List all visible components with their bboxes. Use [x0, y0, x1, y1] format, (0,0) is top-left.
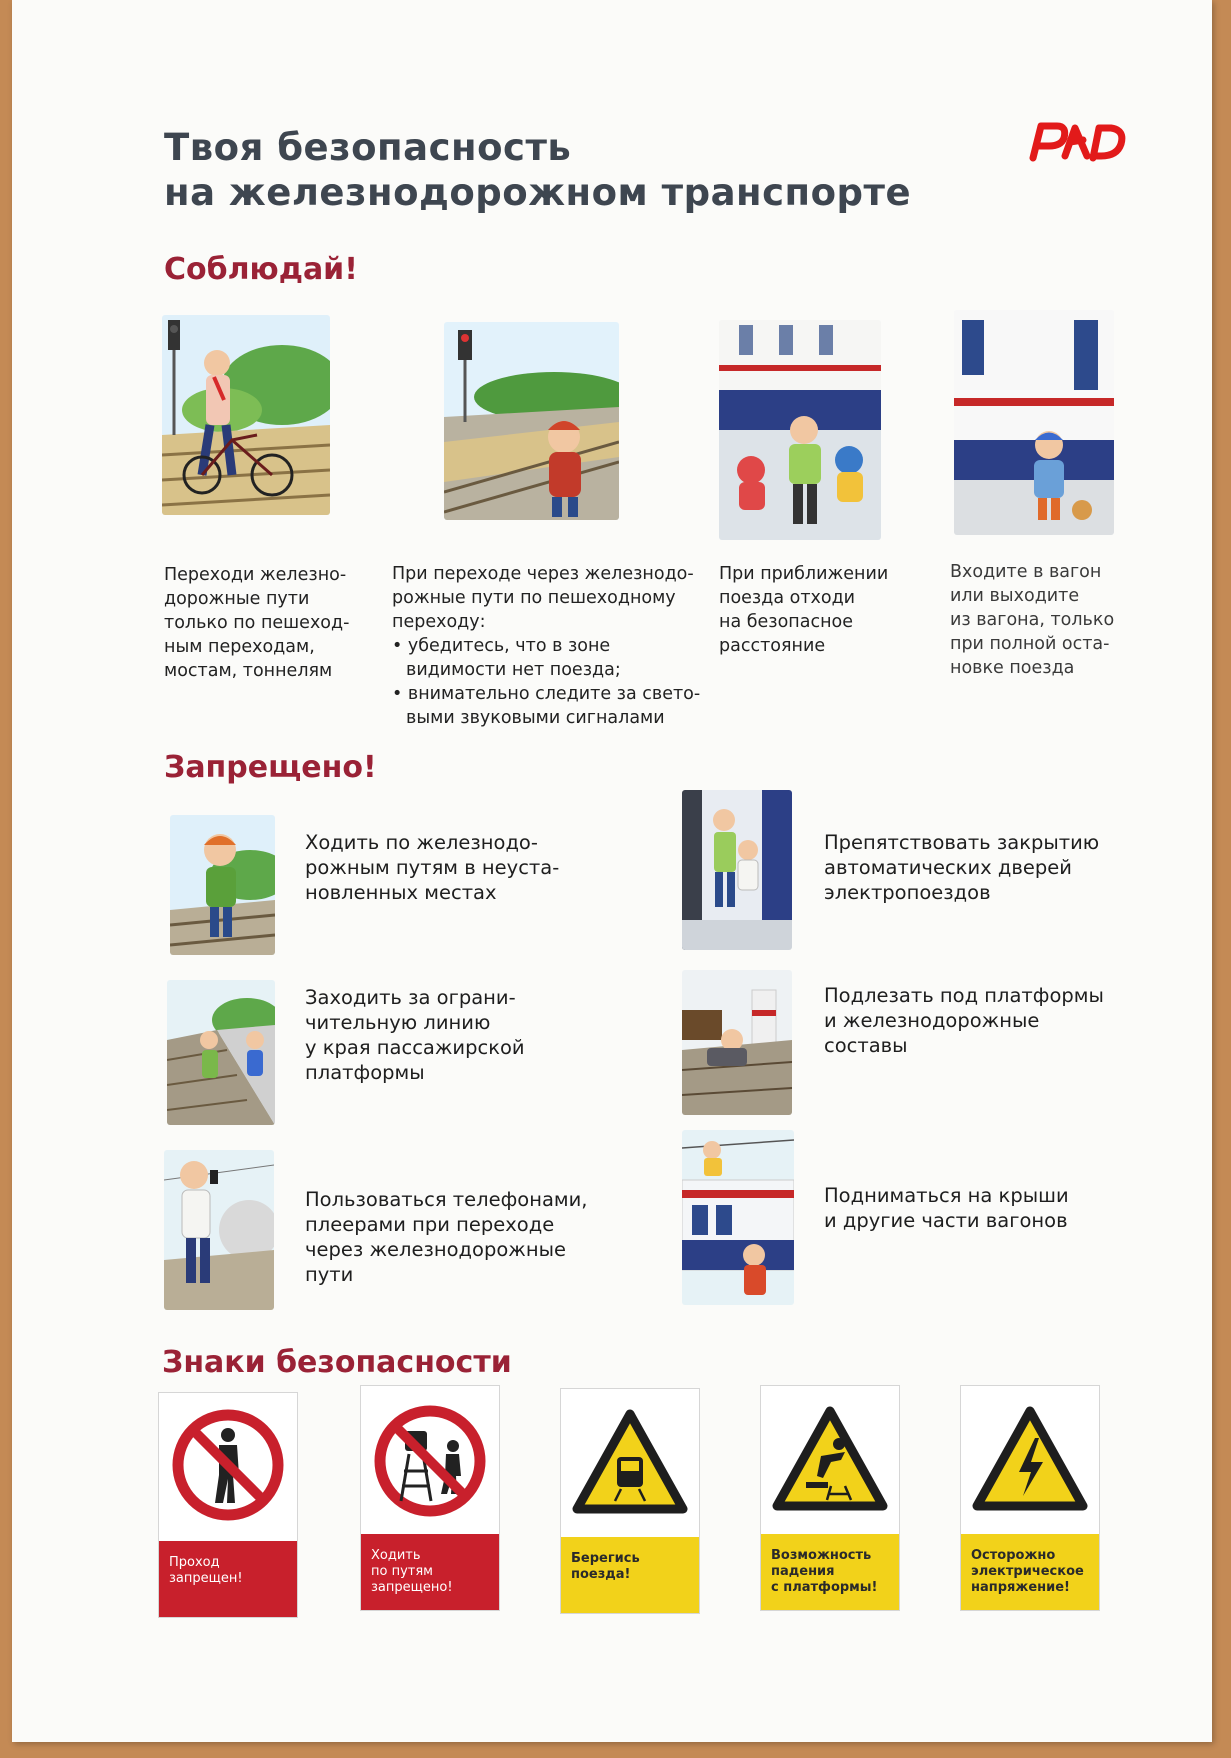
sign-label-fall-from-platform: Возможность падения с платформы! [761, 1534, 899, 1610]
forbidden-text-5: Пользоваться телефонами, плеерами при переходе через железнодорожные пути [305, 1188, 588, 1286]
train-warning-icon [561, 1389, 699, 1539]
observe-caption-3: При приближении поезда отходи на безопасное расстояние [719, 564, 889, 656]
no-pedestrian-icon [159, 1393, 297, 1543]
forbidden-text-1: Ходить по железнодо- рожным путям в неуста- новленных местах [305, 831, 560, 904]
sign-label-beware-train: Берегись поезда! [561, 1537, 699, 1613]
signs-heading: Знаки безопасности [162, 1345, 512, 1380]
sign-label-no-walking-tracks: Ходить по путям запрещено! [361, 1534, 499, 1610]
no-walking-on-tracks-icon [361, 1386, 499, 1536]
sign-fall-from-platform [760, 1385, 900, 1611]
illustration-boy-at-crossing [444, 322, 619, 520]
illustration-boy-train-door [954, 310, 1114, 535]
forbidden-text-3: Заходить за ограни- чительную линию у края пассажирской платформы [305, 986, 525, 1084]
illustration-climbing-train-roof [682, 1130, 794, 1305]
illustration-crawling-under-platform [682, 970, 792, 1115]
observe-caption-4: Входите в вагон или выходите из вагона, только при полной оста- новке поезда [950, 562, 1115, 678]
sign-no-passage [158, 1392, 298, 1618]
illustration-blocking-doors [682, 790, 792, 950]
title-line-2: на железнодорожном транспорте [164, 171, 912, 214]
observe-caption-2: При переходе через железнодо- рожные пути по пешеходному переходу: • убедитесь, что в зоне видимости нет поезда; • внимательно следите за свето- выми звуковыми сигналами [392, 564, 701, 728]
sign-electric-voltage [960, 1385, 1100, 1611]
forbidden-text-4: Подлезать под платформы и железнодорожные составы [824, 984, 1104, 1057]
platform-fall-warning-icon [761, 1386, 899, 1536]
forbidden-text-6: Подниматься на крыши и другие части вагонов [824, 1184, 1069, 1232]
high-voltage-warning-icon [961, 1386, 1099, 1536]
forbidden-heading: Запрещено! [164, 750, 377, 785]
observe-caption-1: Переходи железно- дорожные пути только по пешеход- ным переходам, мостам, тоннелям [164, 565, 350, 681]
illustration-boy-on-tracks [170, 815, 275, 955]
sign-no-walking-tracks [360, 1385, 500, 1611]
illustration-man-with-phone [164, 1150, 274, 1310]
observe-heading: Соблюдай! [164, 252, 358, 287]
page-title [164, 125, 911, 215]
title-line-1: Твоя безопасность [164, 126, 572, 169]
sign-label-electric-voltage: Осторожно электрическое напряжение! [961, 1534, 1099, 1610]
safety-poster [12, 0, 1212, 1742]
rzd-logo [1027, 116, 1127, 166]
illustration-platform-edge [167, 980, 275, 1125]
sign-beware-train [560, 1388, 700, 1614]
illustration-bicycle-crossing [162, 315, 330, 515]
illustration-family-near-train [719, 320, 881, 540]
sign-label-no-passage: Проход запрещен! [159, 1541, 297, 1617]
forbidden-text-2: Препятствовать закрытию автоматических дверей электропоездов [824, 831, 1100, 904]
